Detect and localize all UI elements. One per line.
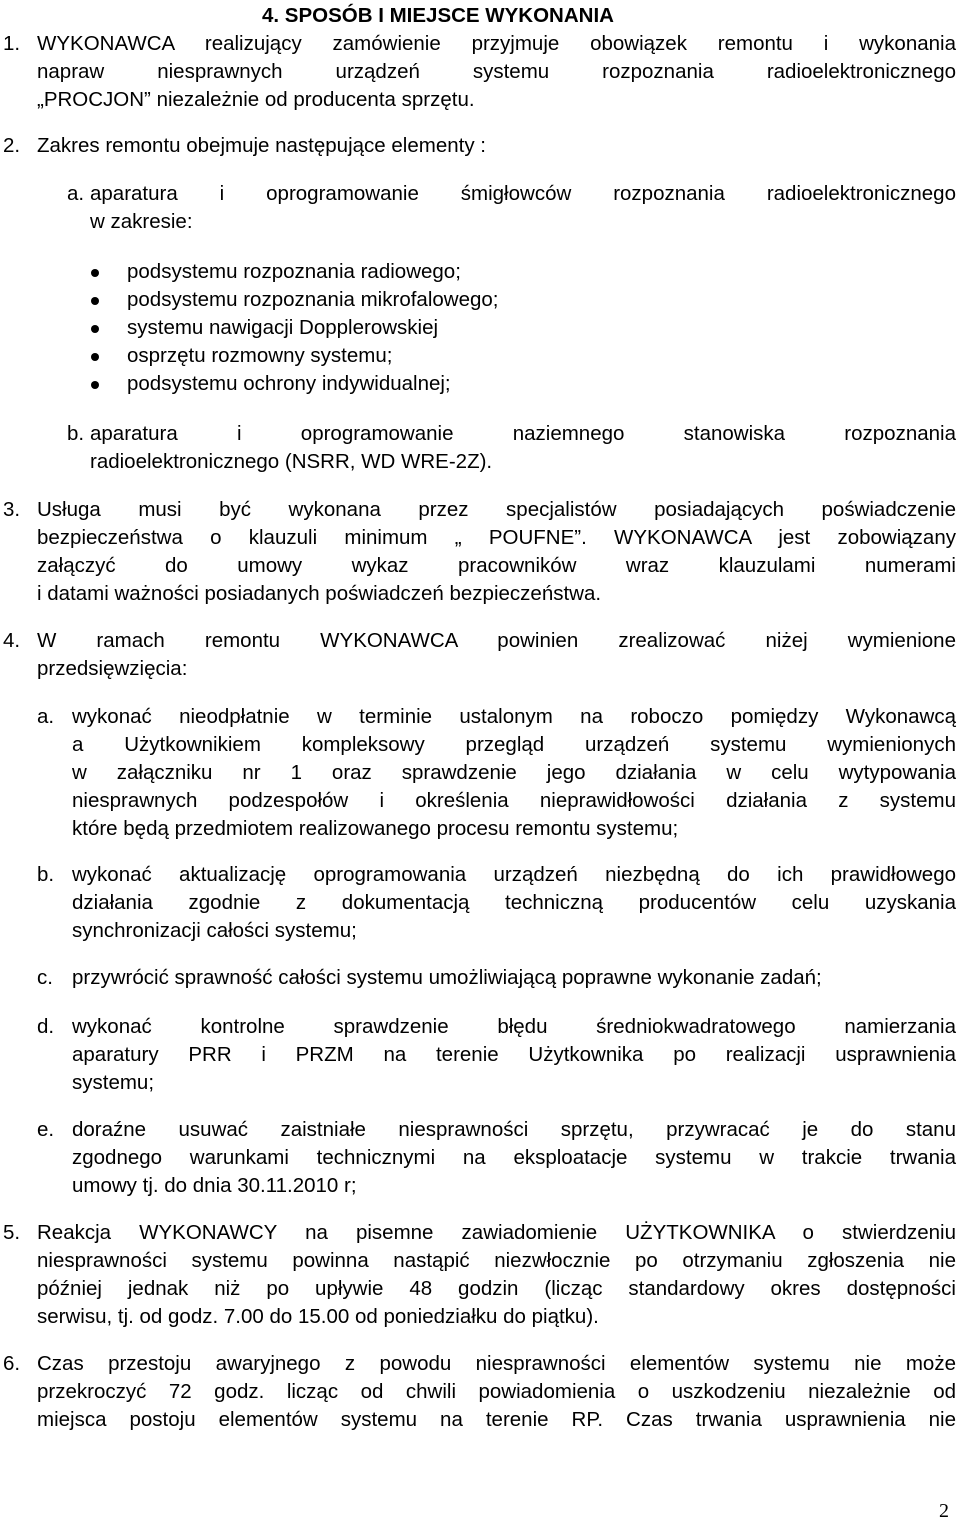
item-2a-label: a. xyxy=(67,182,85,205)
item-4d-line: systemu; xyxy=(72,1071,155,1094)
item-4b-label: b. xyxy=(37,863,55,886)
item-4e-label: e. xyxy=(37,1118,55,1141)
item-6-line: Czas przestoju awaryjnego z powodu niesprawności elementów systemu nie może xyxy=(37,1352,956,1375)
bullet-icon xyxy=(91,297,99,305)
item-4-number: 4. xyxy=(3,629,21,652)
item-1-line-2: napraw niesprawnych urządzeń systemu rozpoznania radioelektronicznego xyxy=(37,60,956,83)
list-item: osprzętu rozmowny systemu; xyxy=(127,344,393,367)
item-3-line-3: załączyć do umowy wykaz pracowników wraz klauzulami numerami xyxy=(37,554,956,577)
item-4d-line: aparatury PRR i PRZM na terenie Użytkownika po realizacji usprawnienia xyxy=(72,1043,956,1066)
item-4e-line: zgodnego warunkami technicznymi na eksploatacje systemu w trakcie trwania xyxy=(72,1146,956,1169)
item-4a-line: a Użytkownikiem kompleksowy przegląd urządzeń systemu wymienionych xyxy=(72,733,956,756)
item-5-line: później jednak niż po upływie 48 godzin (licząc standardowy okres dostępności xyxy=(37,1277,956,1300)
item-1-number: 1. xyxy=(3,32,21,55)
item-4b-line: synchronizacji całości systemu; xyxy=(72,919,357,942)
item-2a-line-1: aparatura i oprogramowanie śmigłowców rozpoznania radioelektronicznego xyxy=(90,182,956,205)
item-5-number: 5. xyxy=(3,1221,21,1244)
item-3-line-1: Usługa musi być wykonana przez specjalistów posiadających poświadczenie xyxy=(37,498,956,521)
item-1-line-1: WYKONAWCA realizujący zamówienie przyjmuje obowiązek remontu i wykonania xyxy=(37,32,956,55)
item-3-number: 3. xyxy=(3,498,21,521)
item-4e-line: umowy tj. do dnia 30.11.2010 r; xyxy=(72,1174,357,1197)
item-4c-label: c. xyxy=(37,966,53,989)
item-2b-line-1: aparatura i oprogramowanie naziemnego stanowiska rozpoznania xyxy=(90,422,956,445)
bullet-icon xyxy=(91,325,99,333)
item-4b-line: wykonać aktualizację oprogramowania urządzeń niezbędną do ich prawidłowego xyxy=(72,863,956,886)
item-4-line-2: przedsięwzięcia: xyxy=(37,657,188,680)
list-item: podsystemu rozpoznania radiowego; xyxy=(127,260,461,283)
bullet-icon xyxy=(91,353,99,361)
item-4-line-1: W ramach remontu WYKONAWCA powinien zrealizować niżej wymienione xyxy=(37,629,956,652)
item-2b-label: b. xyxy=(67,422,85,445)
list-item: systemu nawigacji Dopplerowskiej xyxy=(127,316,439,339)
item-4b-line: działania zgodnie z dokumentacją techniczną producentów celu uzyskania xyxy=(72,891,956,914)
list-item: podsystemu rozpoznania mikrofalowego; xyxy=(127,288,499,311)
item-2a-line-2: w zakresie: xyxy=(90,210,193,233)
item-4d-label: d. xyxy=(37,1015,55,1038)
item-4c-line: przywrócić sprawność całości systemu umożliwiającą poprawne wykonanie zadań; xyxy=(72,966,822,989)
item-4d-line: wykonać kontrolne sprawdzenie błędu średniokwadratowego namierzania xyxy=(72,1015,956,1038)
item-2b-line-2: radioelektronicznego (NSRR, WD WRE-2Z). xyxy=(90,450,493,473)
item-2-text: Zakres remontu obejmuje następujące elementy : xyxy=(37,134,486,157)
item-5-line: serwisu, tj. od godz. 7.00 do 15.00 od poniedziałku do piątku). xyxy=(37,1305,599,1328)
item-4a-line: które będą przedmiotem realizowanego procesu remontu systemu; xyxy=(72,817,679,840)
list-item: podsystemu ochrony indywidualnej; xyxy=(127,372,451,395)
item-4a-line: w załączniku nr 1 oraz sprawdzenie jego działania w celu wytypowania xyxy=(72,761,956,784)
item-5-line: niesprawności systemu powinna nastąpić niezwłocznie po otrzymaniu zgłoszenia nie xyxy=(37,1249,956,1272)
bullet-icon xyxy=(91,381,99,389)
item-4a-line: wykonać nieodpłatnie w terminie ustalonym na roboczo pomiędzy Wykonawcą xyxy=(72,705,956,728)
item-6-number: 6. xyxy=(3,1352,21,1375)
item-1-line-3: „PROCJON” niezależnie od producenta sprzętu. xyxy=(37,88,475,111)
item-4a-line: niesprawnych podzespołów i określenia nieprawidłowości działania z systemu xyxy=(72,789,956,812)
item-4e-line: doraźne usuwać zaistniałe niesprawności sprzętu, przywracać je do stanu xyxy=(72,1118,956,1141)
item-3-line-2: bezpieczeństwa o klauzuli minimum „ POUFNE”. WYKONAWCA jest zobowiązany xyxy=(37,526,956,549)
item-4a-label: a. xyxy=(37,705,55,728)
section-heading: 4. SPOSÓB I MIEJSCE WYKONANIA xyxy=(262,4,614,27)
page-number: 2 xyxy=(939,1500,949,1522)
item-5-line: Reakcja WYKONAWCY na pisemne zawiadomienie UŻYTKOWNIKA o stwierdzeniu xyxy=(37,1221,956,1244)
item-3-line-4: i datami ważności posiadanych poświadczeń bezpieczeństwa. xyxy=(37,582,602,605)
item-6-line: przekroczyć 72 godz. licząc od chwili powiadomienia o uszkodzeniu niezależnie od xyxy=(37,1380,956,1403)
item-2-number: 2. xyxy=(3,134,21,157)
bullet-icon xyxy=(91,269,99,277)
item-6-line: miejsca postoju elementów systemu na terenie RP. Czas trwania usprawnienia nie xyxy=(37,1408,956,1431)
